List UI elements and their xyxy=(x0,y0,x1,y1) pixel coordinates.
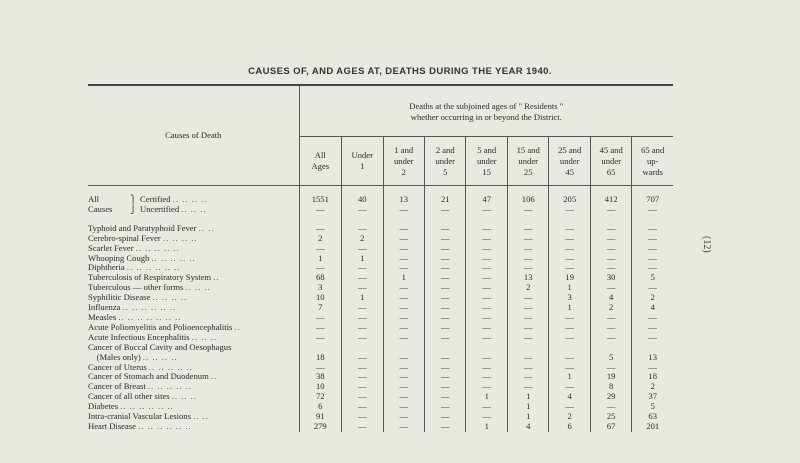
table-cell: 1 xyxy=(549,283,590,293)
table-cell: — xyxy=(466,333,507,343)
table-cell: — xyxy=(341,323,383,333)
table-cell: — xyxy=(507,333,548,343)
row-label-text: Cancer of Stomach and Duodenum xyxy=(88,371,209,382)
table-cell: 37 xyxy=(648,391,657,402)
table-cell: — xyxy=(549,205,590,215)
table-cell: 2 xyxy=(299,234,341,244)
table-cell: 4 xyxy=(650,302,655,313)
table-cell: 10 xyxy=(299,293,341,303)
table-cell: — xyxy=(466,224,507,234)
table-cell: — xyxy=(507,293,548,303)
table-cell: — xyxy=(466,244,507,254)
table-cell: — xyxy=(590,323,631,333)
table-cell: — xyxy=(590,283,631,293)
table-cell: — xyxy=(466,412,507,422)
table-cell: — xyxy=(425,372,466,382)
table-cell: 6 xyxy=(299,402,341,412)
table-cell: 4 xyxy=(507,422,548,432)
table-row xyxy=(88,205,673,215)
table-cell: 106 xyxy=(507,195,548,205)
page-number: (12) xyxy=(701,236,712,253)
table-cell: — xyxy=(425,263,466,273)
page-title: CAUSES OF, AND AGES AT, DEATHS DURING THE YEAR 1940. xyxy=(248,66,552,77)
row-label xyxy=(88,205,299,215)
table-cell: — xyxy=(549,313,590,323)
age-column-header-line: 1 and xyxy=(394,144,414,155)
table-cell: — xyxy=(299,333,341,343)
age-span-line-1: Deaths at the subjoined ages of " Residents " xyxy=(409,101,564,111)
table-cell: — xyxy=(507,372,548,382)
table-cell: — xyxy=(341,224,383,234)
table-cell: — xyxy=(341,205,383,215)
table-cell: 2 xyxy=(341,234,383,244)
row-label-text: Intra-cranial Vascular Lesions xyxy=(88,411,191,422)
table-cell: — xyxy=(299,323,341,333)
table-cell: — xyxy=(341,402,383,412)
table-cell: — xyxy=(549,224,590,234)
table-cell: — xyxy=(507,323,548,333)
table-cell: 707 xyxy=(646,194,660,204)
leader-dots: .. xyxy=(234,321,241,332)
table-cell: — xyxy=(383,333,424,343)
table-cell: — xyxy=(425,303,466,313)
table-cell: — xyxy=(425,353,466,363)
table-cell: 7 xyxy=(299,303,341,313)
table-cell: — xyxy=(383,372,424,382)
table-cell: 205 xyxy=(549,195,590,205)
table-cell: — xyxy=(507,244,548,254)
leader-dots: .. .. xyxy=(198,222,215,233)
row-label-text: Syphilitic Disease xyxy=(88,292,151,303)
table-cell: — xyxy=(549,382,590,392)
table-cell: — xyxy=(341,273,383,283)
table-cell: 1 xyxy=(341,254,383,264)
table-cell: 2 xyxy=(507,283,548,293)
table-cell: — xyxy=(466,283,507,293)
table-cell: 1 xyxy=(299,254,341,264)
table-cell: — xyxy=(648,252,657,263)
table-cell: 68 xyxy=(299,273,341,283)
row-label-text: Acute Infectious Encephalitis xyxy=(88,331,190,342)
table-cell: — xyxy=(425,244,466,254)
table-cell: — xyxy=(549,402,590,412)
leader-dots: .. xyxy=(213,272,220,283)
age-column-header xyxy=(549,137,590,186)
table-cell: — xyxy=(549,363,590,373)
table-cell: 8 xyxy=(590,382,631,392)
leader-dots: .. .. .. .. .. .. .. xyxy=(118,311,182,322)
table-cell: — xyxy=(507,263,548,273)
table-cell: — xyxy=(383,353,424,363)
table-cell: — xyxy=(299,205,341,215)
table-cell: 67 xyxy=(590,422,631,432)
table-cell: — xyxy=(425,382,466,392)
table-cell: — xyxy=(383,283,424,293)
age-column-header xyxy=(590,137,631,186)
leader-dots: .. .. .. .. xyxy=(152,292,188,303)
table-row xyxy=(88,422,673,432)
table-cell: — xyxy=(507,224,548,234)
table-cell: — xyxy=(425,412,466,422)
table-cell: — xyxy=(466,263,507,273)
table-cell: — xyxy=(466,254,507,264)
table-cell: — xyxy=(549,254,590,264)
row-label-text: Cancer of Breast xyxy=(88,381,146,392)
table-cell: — xyxy=(425,273,466,283)
table-cell: — xyxy=(383,323,424,333)
age-column-header-line: under xyxy=(435,155,456,166)
table-cell: 10 xyxy=(299,382,341,392)
age-column-header-line: under xyxy=(559,155,580,166)
leader-dots: .. .. .. .. xyxy=(172,194,208,204)
table-cell: 47 xyxy=(466,195,507,205)
table-cell: 63 xyxy=(648,411,657,422)
brace-icon: ⎫ xyxy=(130,195,136,204)
table-cell: — xyxy=(383,224,424,234)
table-row xyxy=(88,392,673,402)
leader-dots: .. .. .. .. .. .. xyxy=(122,302,177,313)
table-cell: — xyxy=(590,254,631,264)
age-column-header-line: 2 xyxy=(401,166,406,177)
age-column-header-line: 5 and xyxy=(477,144,497,155)
table-cell: — xyxy=(299,313,341,323)
table-cell: — xyxy=(299,263,341,273)
table-cell: 279 xyxy=(299,422,341,432)
leader-dots: .. .. .. .. .. xyxy=(135,242,180,253)
table-cell: — xyxy=(507,353,548,363)
table-cell: 5 xyxy=(590,353,631,363)
table-cell: 72 xyxy=(299,392,341,402)
table-cell: — xyxy=(590,205,631,215)
table-cell: 2 xyxy=(590,303,631,313)
table-cell: 40 xyxy=(341,195,383,205)
table-cell: — xyxy=(425,283,466,293)
table-cell: 1 xyxy=(466,392,507,402)
table-cell: — xyxy=(648,331,657,342)
table-cell: — xyxy=(425,422,466,432)
all-label: All xyxy=(88,194,99,204)
table-cell: — xyxy=(341,303,383,313)
age-column-header-line: 65 and xyxy=(641,144,665,155)
leader-dots: .. .. .. .. .. xyxy=(147,381,192,392)
table-cell: — xyxy=(425,363,466,373)
table-cell: — xyxy=(590,313,631,323)
table-cell: — xyxy=(648,361,657,372)
causes-label: Causes xyxy=(88,203,113,214)
table-cell: — xyxy=(383,254,424,264)
age-column-header xyxy=(299,137,341,186)
table-cell: — xyxy=(466,372,507,382)
row-label-text: Diphtheria xyxy=(88,262,125,273)
table-cell: 5 xyxy=(650,272,655,283)
header-row xyxy=(88,85,673,137)
table-cell: — xyxy=(425,313,466,323)
age-column-header-line: Under xyxy=(351,150,373,160)
table-cell: — xyxy=(549,244,590,254)
leader-dots: .. .. xyxy=(193,411,209,422)
table-cell: 1 xyxy=(507,412,548,422)
age-column-header-line: 65 xyxy=(606,166,616,177)
age-column-header-line: 15 xyxy=(482,166,492,177)
leader-dots: .. .. .. xyxy=(191,331,218,342)
table-cell: — xyxy=(425,323,466,333)
table-cell: — xyxy=(341,353,383,363)
table-cell: — xyxy=(466,293,507,303)
leader-dots: .. .. .. .. xyxy=(162,232,198,243)
row-label-text: Certified xyxy=(140,194,171,204)
table-cell: — xyxy=(341,392,383,402)
table-cell: — xyxy=(590,234,631,244)
table-cell: 13 xyxy=(648,351,657,362)
table-cell: 4 xyxy=(549,392,590,402)
age-column-header xyxy=(466,137,507,186)
age-column-header-line: under xyxy=(393,155,414,166)
table-cell: — xyxy=(507,363,548,373)
table-cell: 1 xyxy=(549,372,590,382)
age-column-header xyxy=(383,137,424,186)
table-cell: 19 xyxy=(590,372,631,382)
age-column-header-line: 2 and xyxy=(435,144,455,155)
table-body xyxy=(88,186,673,432)
table-cell: — xyxy=(383,412,424,422)
table-cell: — xyxy=(383,313,424,323)
table-cell: — xyxy=(341,283,383,293)
table-cell: 13 xyxy=(507,273,548,283)
table-cell: — xyxy=(425,293,466,303)
age-column-header-line: up- xyxy=(646,155,659,166)
table-cell: — xyxy=(383,244,424,254)
table-cell: — xyxy=(466,353,507,363)
table-cell: — xyxy=(549,234,590,244)
table-cell: — xyxy=(425,224,466,234)
table-cell: — xyxy=(549,333,590,343)
table-cell: 4 xyxy=(590,293,631,303)
row-label-text: Uncertified xyxy=(140,203,180,214)
table-cell: — xyxy=(466,402,507,412)
table-cell: — xyxy=(341,422,383,432)
table-cell: — xyxy=(590,402,631,412)
table-cell: — xyxy=(425,234,466,244)
table-cell: — xyxy=(383,293,424,303)
row-label-text: Typhoid and Paratyphoid Fever xyxy=(88,222,197,233)
table-cell: — xyxy=(507,205,548,215)
table-cell: — xyxy=(425,392,466,402)
table-cell: 412 xyxy=(590,195,631,205)
table-cell: — xyxy=(549,353,590,363)
table-cell: — xyxy=(466,303,507,313)
table-cell: — xyxy=(648,232,657,243)
table-cell: 1 xyxy=(507,392,548,402)
table-cell: — xyxy=(648,222,657,233)
table-cell: — xyxy=(648,242,657,253)
table-cell: 30 xyxy=(590,273,631,283)
age-column-header xyxy=(341,137,383,186)
leader-dots: .. .. .. .. .. .. xyxy=(120,401,174,412)
table-cell: 21 xyxy=(425,195,466,205)
table-cell: — xyxy=(648,203,657,214)
table-cell: — xyxy=(383,205,424,215)
row-label-text: Cancer of Buccal Cavity and Oesophagus xyxy=(88,341,232,352)
table-cell: — xyxy=(383,263,424,273)
age-span-line-2: whether occurring in or beyond the District. xyxy=(410,112,562,122)
table-cell: 25 xyxy=(590,412,631,422)
table-cell: — xyxy=(383,382,424,392)
table-cell: 13 xyxy=(383,195,424,205)
leader-dots: .. .. .. .. .. .. xyxy=(126,262,181,273)
row-label-text: Scarlet Fever xyxy=(88,242,134,253)
table-cell: 1 xyxy=(383,273,424,283)
age-column-header xyxy=(425,137,466,186)
table-cell: — xyxy=(507,234,548,244)
table-cell: — xyxy=(341,412,383,422)
table-cell: — xyxy=(590,333,631,343)
table-cell: 3 xyxy=(549,293,590,303)
age-column-header-line: 45 xyxy=(565,166,574,177)
table-cell: — xyxy=(648,311,657,322)
row-label-text: Tuberculosis of Respiratory System xyxy=(88,272,212,283)
table-cell: 2 xyxy=(549,412,590,422)
age-column-header-line: 45 and xyxy=(599,144,623,155)
leader-dots: .. .. .. xyxy=(185,282,211,293)
leader-dots: .. .. .. .. .. .. xyxy=(138,420,192,431)
row-label-text: Influenza xyxy=(88,302,121,313)
row-label-text: Tuberculous — other forms xyxy=(88,282,184,293)
leader-dots: .. xyxy=(210,371,218,382)
table-cell: — xyxy=(425,333,466,343)
table-cell: — xyxy=(341,263,383,273)
table-cell: 3 xyxy=(299,283,341,293)
age-column-header-line: 5 xyxy=(443,166,448,177)
age-span-header xyxy=(299,85,673,137)
table-cell: 6 xyxy=(549,422,590,432)
row-label-text: Acute Poliomyelitis and Polioencephalitis xyxy=(88,321,233,332)
table-cell: 1 xyxy=(507,402,548,412)
table-cell: — xyxy=(341,363,383,373)
table-cell: — xyxy=(425,402,466,412)
table-cell: — xyxy=(341,313,383,323)
table-cell: — xyxy=(341,372,383,382)
row-label-text: Heart Disease xyxy=(88,420,136,431)
table-cell: — xyxy=(648,321,657,332)
deaths-table xyxy=(88,84,673,432)
table-cell: — xyxy=(383,363,424,373)
table-cell: — xyxy=(383,392,424,402)
table-cell: — xyxy=(648,262,657,273)
age-column-header-line: under xyxy=(476,155,497,166)
table-cell: 19 xyxy=(549,273,590,283)
table-cell: — xyxy=(383,303,424,313)
leader-dots: .. .. .. .. xyxy=(142,351,178,362)
table-cell: — xyxy=(549,323,590,333)
table-cell: — xyxy=(341,382,383,392)
age-column-header xyxy=(632,137,673,186)
table-cell: 29 xyxy=(590,392,631,402)
age-column-header-line: 25 and xyxy=(558,144,582,155)
table-cell: 91 xyxy=(299,412,341,422)
table-cell: 1 xyxy=(549,303,590,313)
table-cell: — xyxy=(466,205,507,215)
leader-dots: .. .. .. xyxy=(171,391,197,402)
row-label-text: Whooping Cough xyxy=(88,252,150,263)
table-cell: 1 xyxy=(341,293,383,303)
table-cell: — xyxy=(549,263,590,273)
table-cell: — xyxy=(590,244,631,254)
leader-dots: .. .. .. .. .. xyxy=(151,252,196,263)
age-column-header-line: under xyxy=(518,155,538,166)
leader-dots: .. .. .. .. .. xyxy=(148,361,193,372)
row-label-text: Cancer of all other sites xyxy=(88,391,170,402)
table-cell: — xyxy=(425,254,466,264)
table-cell: — xyxy=(299,244,341,254)
age-column-header-line: wards xyxy=(642,166,663,177)
table-cell: 5 xyxy=(650,401,655,412)
table-cell: — xyxy=(466,382,507,392)
table-cell: — xyxy=(299,363,341,373)
row-label-text: Diabetes xyxy=(88,401,119,412)
table-cell: — xyxy=(590,224,631,234)
table-cell: — xyxy=(383,422,424,432)
table-cell: — xyxy=(507,254,548,264)
table-cell: 2 xyxy=(650,381,655,392)
table-cell: 1551 xyxy=(299,195,341,205)
table-cell: — xyxy=(507,313,548,323)
table-cell: — xyxy=(466,313,507,323)
table-cell: 18 xyxy=(299,353,341,363)
table-cell: — xyxy=(383,234,424,244)
age-column-header-line: All xyxy=(314,150,326,160)
age-column-header-line: 1 xyxy=(360,161,365,171)
row-label xyxy=(88,422,299,432)
table-cell: — xyxy=(383,402,424,412)
table-cell: — xyxy=(341,333,383,343)
table-cell: 38 xyxy=(299,372,341,382)
table-cell: — xyxy=(466,363,507,373)
table-cell: — xyxy=(648,282,657,293)
row-label-text: Cancer of Uterus xyxy=(88,361,147,372)
table-cell: — xyxy=(507,382,548,392)
table-cell: — xyxy=(466,273,507,283)
table-cell: — xyxy=(466,234,507,244)
age-column-header-line: Ages xyxy=(311,161,330,171)
table-cell: 18 xyxy=(648,371,657,382)
row-label-text: (Males only) xyxy=(88,351,141,362)
causes-of-death-header: Causes of Death xyxy=(88,85,299,186)
table-cell: — xyxy=(507,303,548,313)
row-label-text: Cerebro-spinal Fever xyxy=(88,232,161,243)
table-cell: 1 xyxy=(466,422,507,432)
table-cell: — xyxy=(466,323,507,333)
leader-dots: .. .. .. xyxy=(181,203,207,214)
age-column-header-line: under xyxy=(601,155,621,166)
table-cell: 2 xyxy=(650,292,655,303)
table-cell: — xyxy=(425,205,466,215)
table-cell: — xyxy=(590,263,631,273)
table-cell: 201 xyxy=(646,420,660,431)
age-column-header xyxy=(507,137,548,186)
row-label-text: Measles xyxy=(88,311,117,322)
table-cell: — xyxy=(590,363,631,373)
table-cell: — xyxy=(341,244,383,254)
age-column-header-line: 15 and xyxy=(516,144,540,155)
age-column-header-line: 25 xyxy=(523,166,533,177)
table-cell: — xyxy=(299,224,341,234)
brace-icon: ⎭ xyxy=(130,204,136,214)
